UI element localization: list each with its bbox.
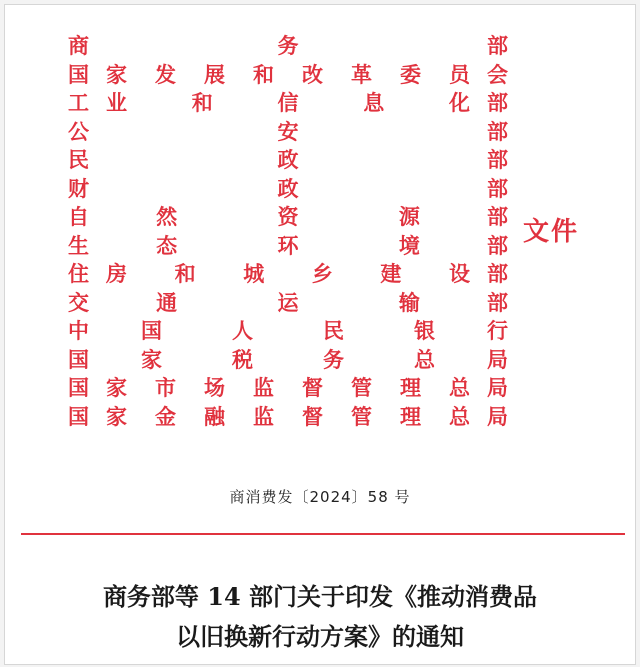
agency-row-middle xyxy=(106,346,470,375)
agency-row xyxy=(68,175,508,204)
document-page xyxy=(4,4,636,665)
agency-char: 局 xyxy=(487,346,508,372)
agency-char: 督 xyxy=(302,403,323,429)
agency-char: 家 xyxy=(106,403,127,429)
agency-row xyxy=(68,232,508,261)
agency-row-middle xyxy=(106,260,470,289)
agency-char: 督 xyxy=(302,375,323,400)
agency-char: 部 xyxy=(487,289,508,315)
agency-row-middle xyxy=(106,317,470,346)
agency-char: 银 xyxy=(414,318,435,343)
agency-row xyxy=(68,203,508,232)
agency-char: 家 xyxy=(106,375,127,400)
agency-row xyxy=(68,403,508,432)
agency-row xyxy=(68,61,508,90)
agency-char: 和 xyxy=(253,61,274,87)
agency-char: 税 xyxy=(232,346,253,372)
agency-char: 总 xyxy=(414,346,435,372)
agency-char: 家 xyxy=(106,61,127,87)
agency-char: 国 xyxy=(68,375,89,400)
agency-row-middle xyxy=(106,203,470,232)
agency-row xyxy=(68,346,508,375)
agency-row-middle xyxy=(106,61,470,90)
agency-char: 部 xyxy=(487,118,508,144)
agency-char: 生 xyxy=(68,232,89,258)
agency-row-middle xyxy=(106,403,470,432)
agency-row-middle xyxy=(106,175,470,204)
agency-char: 员 xyxy=(449,61,470,87)
agency-char: 工 xyxy=(68,90,89,115)
agency-char: 自 xyxy=(68,204,89,229)
agency-row xyxy=(68,374,508,403)
agency-char: 然 xyxy=(156,204,178,229)
agency-char: 总 xyxy=(449,403,470,429)
agency-char: 人 xyxy=(232,318,253,343)
agency-char: 源 xyxy=(398,204,420,229)
agency-char: 公 xyxy=(68,118,89,144)
agency-row xyxy=(68,89,508,118)
agency-char: 行 xyxy=(487,318,508,343)
agency-char: 管 xyxy=(351,375,372,400)
agency-char: 建 xyxy=(380,261,402,286)
agency-char: 业 xyxy=(106,90,127,115)
agency-char: 环 xyxy=(277,232,299,258)
agency-char: 部 xyxy=(487,33,508,58)
agency-char: 理 xyxy=(400,403,421,429)
agency-char: 态 xyxy=(156,232,178,258)
title-line-1: 商务部等 14 部门关于印发《推动消费品 xyxy=(102,582,538,611)
agency-char: 商 xyxy=(68,33,89,58)
agency-char: 国 xyxy=(68,403,89,429)
agency-char: 部 xyxy=(487,147,508,172)
agency-char: 总 xyxy=(449,375,470,400)
agency-row xyxy=(68,260,508,289)
agency-char: 城 xyxy=(243,261,265,286)
agency-row-middle xyxy=(106,32,470,61)
agency-char: 监 xyxy=(253,403,274,429)
agency-char: 国 xyxy=(141,318,162,343)
agency-char: 金 xyxy=(155,403,176,429)
agency-char: 信 xyxy=(277,90,299,115)
agency-char: 设 xyxy=(448,261,470,286)
agency-char: 住 xyxy=(68,261,89,286)
agency-char: 财 xyxy=(68,175,89,201)
agency-char: 政 xyxy=(277,175,299,201)
agency-char: 监 xyxy=(253,375,274,400)
document-type-label: 文件 xyxy=(523,217,580,247)
agency-char: 局 xyxy=(487,403,508,429)
document-number: 商消费发〔2024〕58 号 xyxy=(229,488,411,506)
agency-char: 务 xyxy=(277,33,299,58)
agency-char: 管 xyxy=(351,403,372,429)
agency-char: 会 xyxy=(487,61,508,87)
agency-char: 局 xyxy=(487,375,508,400)
title-line-2: 以旧换新行动方案》的通知 xyxy=(176,622,464,651)
agency-char: 中 xyxy=(68,318,89,343)
agency-char: 交 xyxy=(68,289,89,315)
agency-char: 息 xyxy=(363,90,385,115)
agency-char: 部 xyxy=(487,204,508,229)
agency-row-middle xyxy=(106,374,470,403)
agency-row xyxy=(68,118,508,147)
agency-char: 民 xyxy=(323,318,344,343)
agency-row-middle xyxy=(106,232,470,261)
agency-char: 融 xyxy=(204,403,225,429)
agency-char: 市 xyxy=(155,375,176,400)
agency-char: 资 xyxy=(277,204,299,229)
agency-char: 理 xyxy=(400,375,421,400)
agency-char: 国 xyxy=(68,61,89,87)
agency-char: 化 xyxy=(449,90,470,115)
document-title xyxy=(5,577,635,657)
agency-char: 部 xyxy=(487,261,508,286)
agency-char: 委 xyxy=(400,61,421,87)
agency-row-middle xyxy=(106,289,470,318)
agency-row-middle xyxy=(106,89,470,118)
agency-char: 部 xyxy=(487,232,508,258)
agency-char: 安 xyxy=(277,118,299,144)
agency-char: 改 xyxy=(302,61,323,87)
agency-char: 国 xyxy=(68,346,89,372)
agency-char: 民 xyxy=(68,147,89,172)
agency-row xyxy=(68,317,508,346)
agency-char: 部 xyxy=(487,90,508,115)
agency-char: 务 xyxy=(323,346,344,372)
agency-char: 发 xyxy=(155,61,176,87)
agency-char: 和 xyxy=(174,261,196,286)
agency-row xyxy=(68,289,508,318)
agency-char: 房 xyxy=(106,261,127,286)
issuing-agencies-header xyxy=(68,32,508,431)
agency-char: 场 xyxy=(204,375,225,400)
agency-row-middle xyxy=(106,146,470,175)
agency-char: 和 xyxy=(191,90,213,115)
agency-char: 境 xyxy=(398,232,420,258)
agency-char: 运 xyxy=(277,289,299,315)
agency-char: 政 xyxy=(277,147,299,172)
agency-char: 展 xyxy=(204,61,225,87)
agency-row xyxy=(68,146,508,175)
agency-char: 家 xyxy=(141,346,162,372)
agency-row-middle xyxy=(106,118,470,147)
agency-char: 乡 xyxy=(311,261,333,286)
agency-row xyxy=(68,32,508,61)
agency-char: 输 xyxy=(398,289,420,315)
agency-char: 革 xyxy=(351,61,372,87)
agency-char: 通 xyxy=(156,289,178,315)
agency-char: 部 xyxy=(487,175,508,201)
red-divider-line xyxy=(21,533,625,535)
